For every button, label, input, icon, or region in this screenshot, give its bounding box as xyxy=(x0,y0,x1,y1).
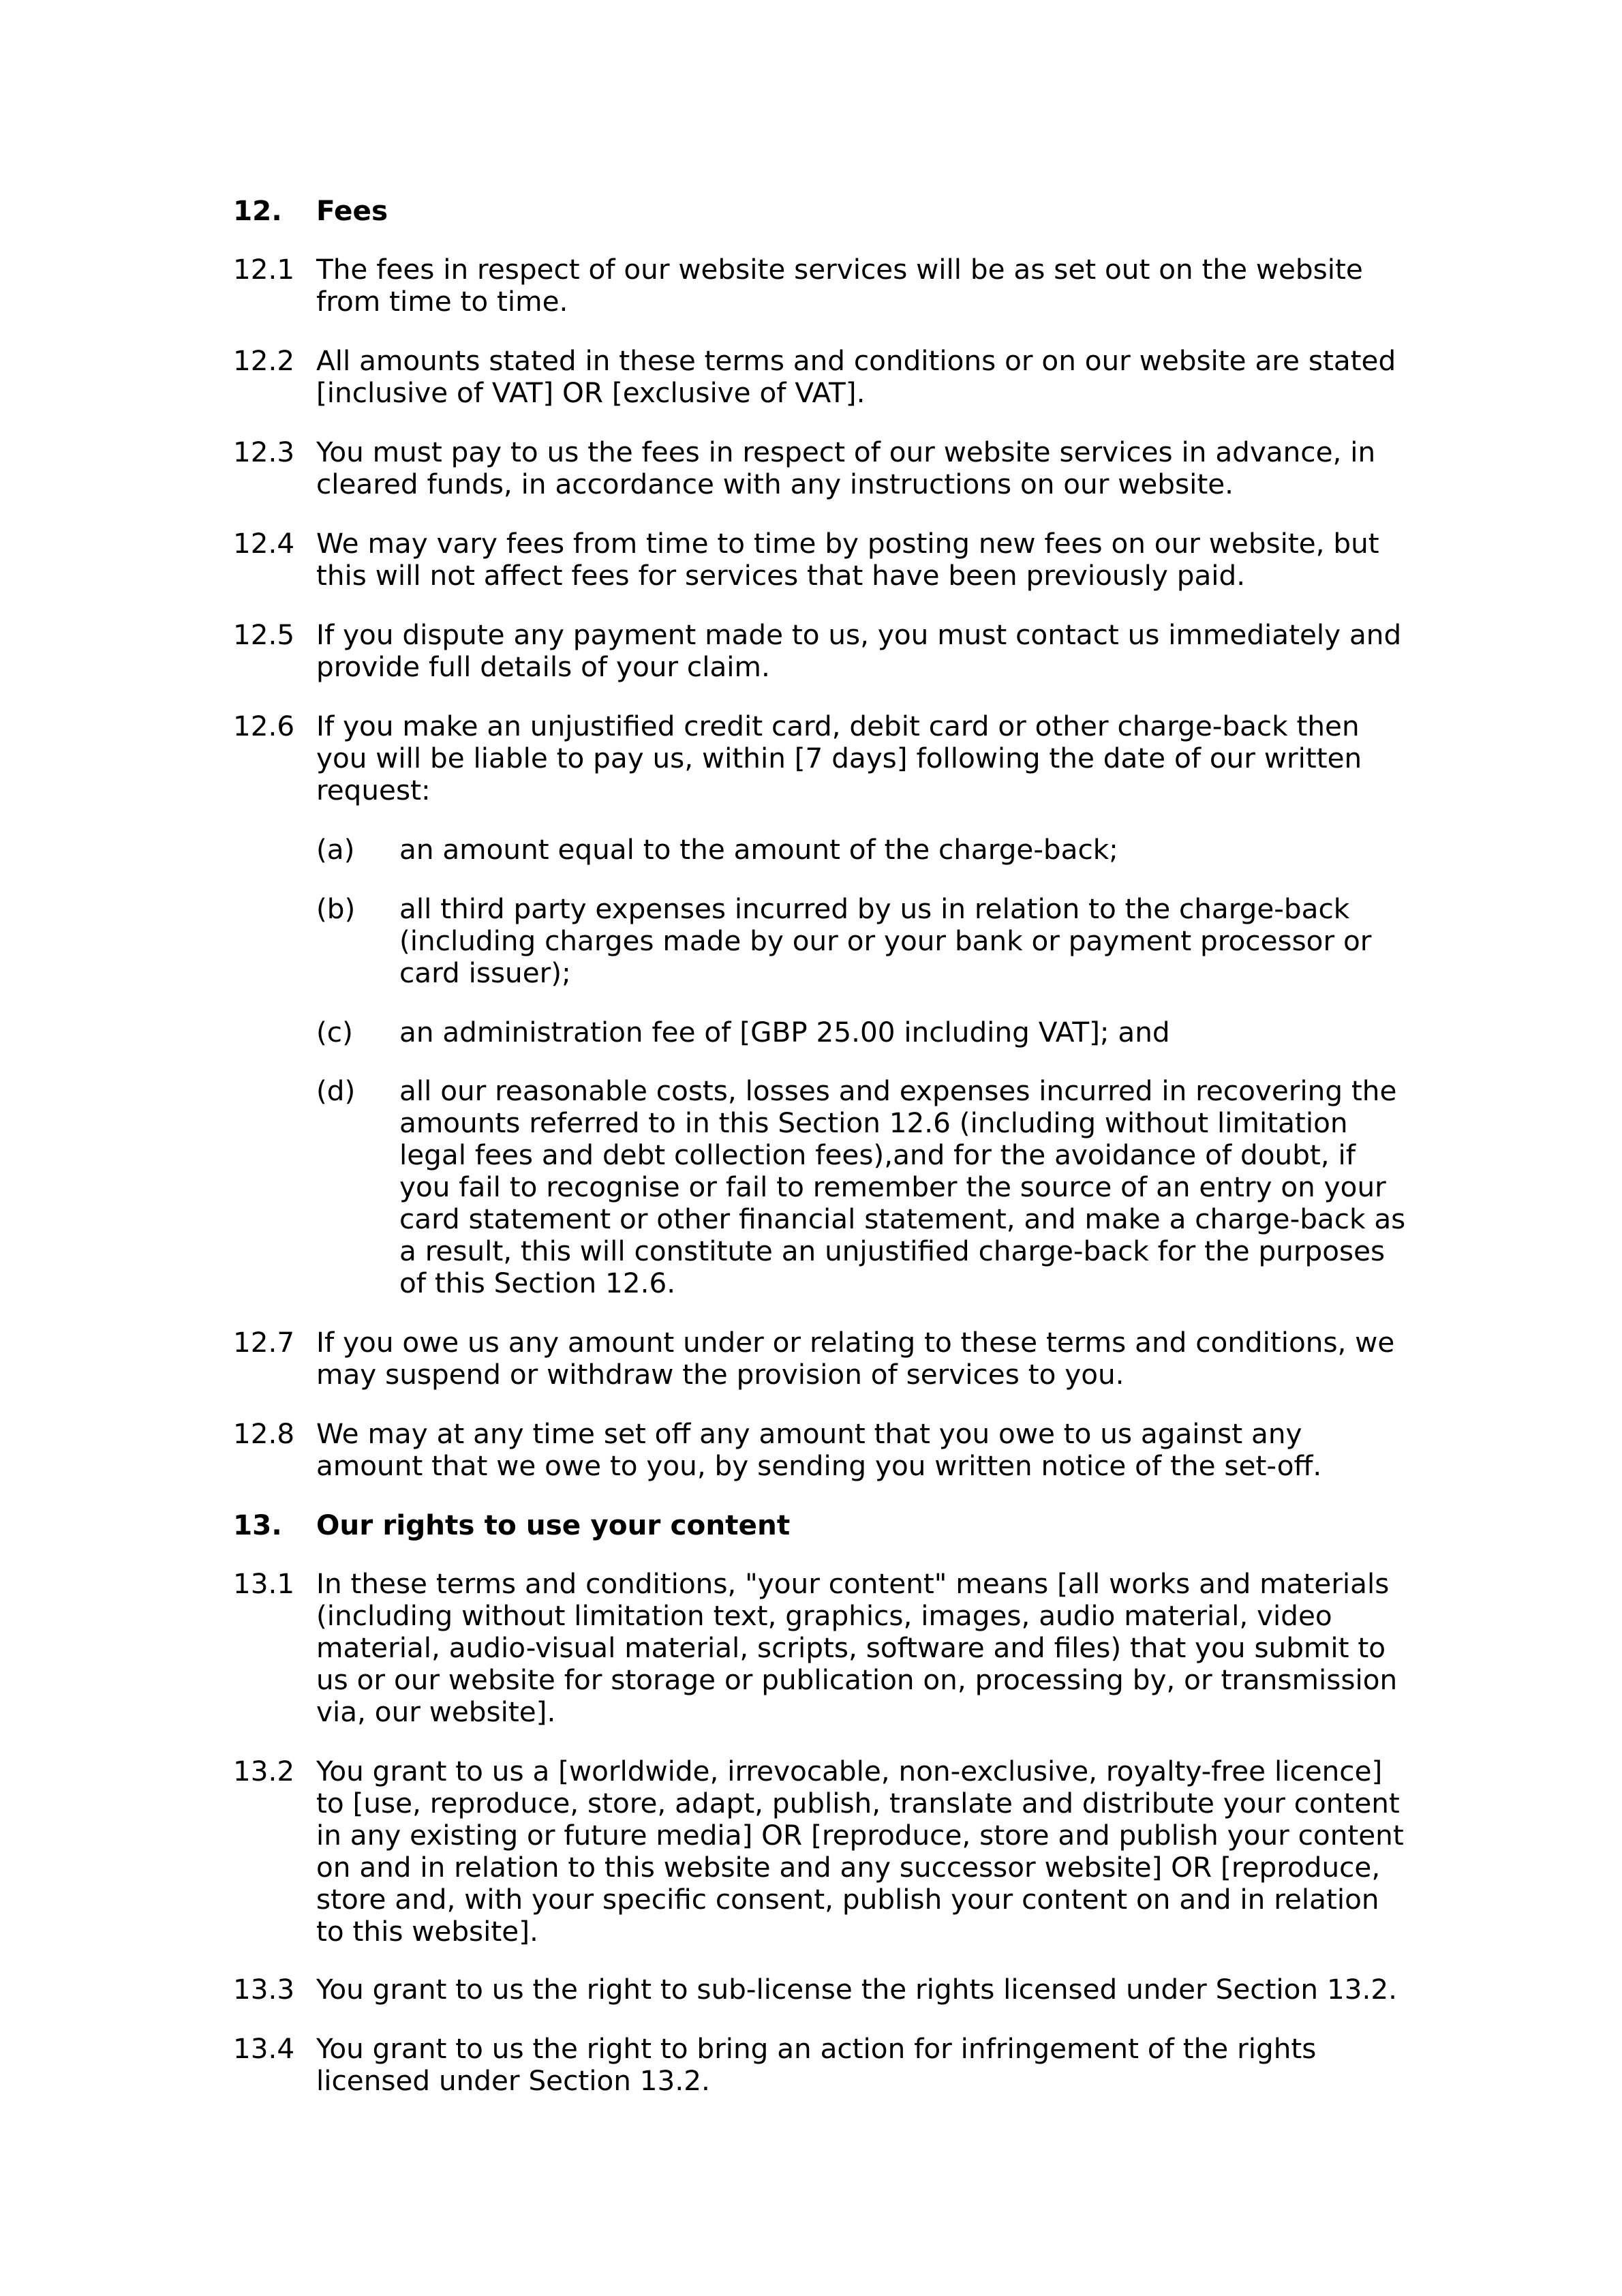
clause-line: to [use, reproduce, store, adapt, publish, translate and distribute your content xyxy=(316,1787,1400,1819)
clause-line: via, our website]. xyxy=(316,1695,556,1728)
clause-line: in any existing or future media] OR [reproduce, store and publish your content xyxy=(316,1819,1404,1852)
clause-line: this will not affect fees for services that have been previously paid. xyxy=(316,559,1246,592)
clause-line: to this website]. xyxy=(316,1915,538,1948)
clause-line: You grant to us the right to sub-license the rights licensed under Section 13.2. xyxy=(316,1973,1398,2006)
subclause-b xyxy=(316,893,1407,989)
subclause-label: (c) xyxy=(316,1016,353,1048)
clause-line: All amounts stated in these terms and conditions or on our website are stated xyxy=(316,344,1396,377)
clause-line: If you owe us any amount under or relating to these terms and conditions, we xyxy=(316,1326,1395,1359)
clause-line: you will be liable to pay us, within [7 days] following the date of our written xyxy=(316,742,1362,774)
subclause-line: of this Section 12.6. xyxy=(399,1267,676,1299)
subclause-d xyxy=(316,1075,1407,1299)
clause-text xyxy=(316,528,1405,592)
clause-number: 13.3 xyxy=(233,1973,295,2006)
clause-number: 12.7 xyxy=(233,1326,295,1359)
clause-12-7 xyxy=(233,1327,1405,1391)
clause-number: 13.2 xyxy=(233,1755,295,1787)
clause-12-2 xyxy=(233,345,1405,409)
clause-line: cleared funds, in accordance with any instructions on our website. xyxy=(316,468,1234,500)
clause-line: You grant to us a [worldwide, irrevocable, non-exclusive, royalty-free licence] xyxy=(316,1755,1383,1787)
clause-line: store and, with your specific consent, publish your content on and in relation xyxy=(316,1883,1379,1916)
subclause-text xyxy=(399,834,1407,866)
clause-number: 12.2 xyxy=(233,344,295,377)
clause-text xyxy=(316,1755,1405,1948)
clause-line: amount that we owe to you, by sending you written notice of the set-off. xyxy=(316,1449,1322,1482)
clause-12-5 xyxy=(233,619,1405,683)
clause-12-8 xyxy=(233,1418,1405,1482)
clause-line: In these terms and conditions, "your content" means [all works and materials xyxy=(316,1567,1390,1600)
subclause-line: amounts referred to in this Section 12.6 (including without limitation xyxy=(399,1106,1348,1139)
clause-text xyxy=(316,1974,1405,2006)
clause-number: 12.5 xyxy=(233,618,295,651)
subclause-c xyxy=(316,1016,1407,1048)
clause-12-6 xyxy=(233,710,1405,806)
clause-line: If you make an unjustified credit card, debit card or other charge-back then xyxy=(316,710,1360,742)
clause-13-1 xyxy=(233,1568,1405,1728)
clause-line: on and in relation to this website and any successor website] OR [reproduce, xyxy=(316,1851,1381,1884)
subclause-text xyxy=(399,1016,1407,1048)
clause-text xyxy=(316,1568,1405,1728)
clause-line: us or our website for storage or publication on, processing by, or transmission xyxy=(316,1663,1398,1696)
subclause-text xyxy=(399,893,1407,989)
clause-text xyxy=(316,254,1405,318)
subclause-line: (including charges made by our or your bank or payment processor or xyxy=(399,924,1372,957)
clause-number: 12.3 xyxy=(233,436,295,468)
section-heading-12 xyxy=(233,195,1405,227)
section-number: 12. xyxy=(233,194,282,227)
subclause-label: (a) xyxy=(316,833,355,866)
clause-text xyxy=(316,436,1405,500)
clause-text xyxy=(316,1327,1405,1391)
subclause-line: card issuer); xyxy=(399,956,571,989)
subclause-line: all our reasonable costs, losses and expenses incurred in recovering the xyxy=(399,1074,1397,1107)
clause-12-1 xyxy=(233,254,1405,318)
clause-13-4 xyxy=(233,2033,1405,2097)
clause-line: licensed under Section 13.2. xyxy=(316,2064,710,2097)
clause-text xyxy=(316,345,1405,409)
clause-text xyxy=(316,2033,1405,2097)
clause-text xyxy=(316,619,1405,683)
clause-line: We may vary fees from time to time by posting new fees on our website, but xyxy=(316,527,1379,560)
clause-line: may suspend or withdraw the provision of services to you. xyxy=(316,1358,1124,1391)
section-heading-13 xyxy=(233,1509,1405,1541)
subclause-line: all third party expenses incurred by us in relation to the charge-back xyxy=(399,892,1350,925)
subclause-line: an amount equal to the amount of the charge-back; xyxy=(399,833,1118,866)
clause-line: request: xyxy=(316,774,431,806)
clause-12-3 xyxy=(233,436,1405,500)
clause-number: 12.1 xyxy=(233,253,295,286)
clause-13-2 xyxy=(233,1755,1405,1948)
subclause-line: card statement or other financial statement, and make a charge-back as xyxy=(399,1203,1406,1235)
subclause-line: an administration fee of [GBP 25.00 including VAT]; and xyxy=(399,1016,1170,1048)
section-title: Fees xyxy=(316,194,388,227)
subclause-line: you fail to recognise or fail to remember the source of an entry on your xyxy=(399,1170,1386,1203)
clause-number: 12.6 xyxy=(233,710,295,742)
clause-line: provide full details of your claim. xyxy=(316,650,770,683)
section-number: 13. xyxy=(233,1509,282,1541)
clause-line: If you dispute any payment made to us, you must contact us immediately and xyxy=(316,618,1402,651)
clause-number: 12.4 xyxy=(233,527,295,560)
clause-line: You must pay to us the fees in respect of our website services in advance, in xyxy=(316,436,1376,468)
clause-line: The fees in respect of our website services will be as set out on the website xyxy=(316,253,1363,286)
clause-line: [inclusive of VAT] OR [exclusive of VAT]. xyxy=(316,376,866,409)
clause-line: You grant to us the right to bring an action for infringement of the rights xyxy=(316,2032,1317,2065)
clause-number: 12.8 xyxy=(233,1417,295,1450)
clause-number: 13.1 xyxy=(233,1567,295,1600)
clause-number: 13.4 xyxy=(233,2032,295,2065)
clause-text xyxy=(316,1418,1405,1482)
clause-line: (including without limitation text, graphics, images, audio material, video xyxy=(316,1599,1332,1632)
subclause-line: legal fees and debt collection fees),and for the avoidance of doubt, if xyxy=(399,1138,1356,1171)
clause-12-4 xyxy=(233,528,1405,592)
clause-13-3 xyxy=(233,1974,1405,2006)
clause-text xyxy=(316,710,1405,806)
section-title: Our rights to use your content xyxy=(316,1509,791,1541)
subclause-label: (b) xyxy=(316,892,356,925)
subclause-a xyxy=(316,834,1407,866)
subclause-text xyxy=(399,1075,1407,1299)
clause-line: from time to time. xyxy=(316,285,568,318)
clause-line: material, audio-visual material, scripts, software and files) that you submit to xyxy=(316,1631,1386,1664)
subclause-label: (d) xyxy=(316,1074,356,1107)
subclause-line: a result, this will constitute an unjustified charge-back for the purposes xyxy=(399,1235,1386,1267)
clause-line: We may at any time set off any amount that you owe to us against any xyxy=(316,1417,1302,1450)
